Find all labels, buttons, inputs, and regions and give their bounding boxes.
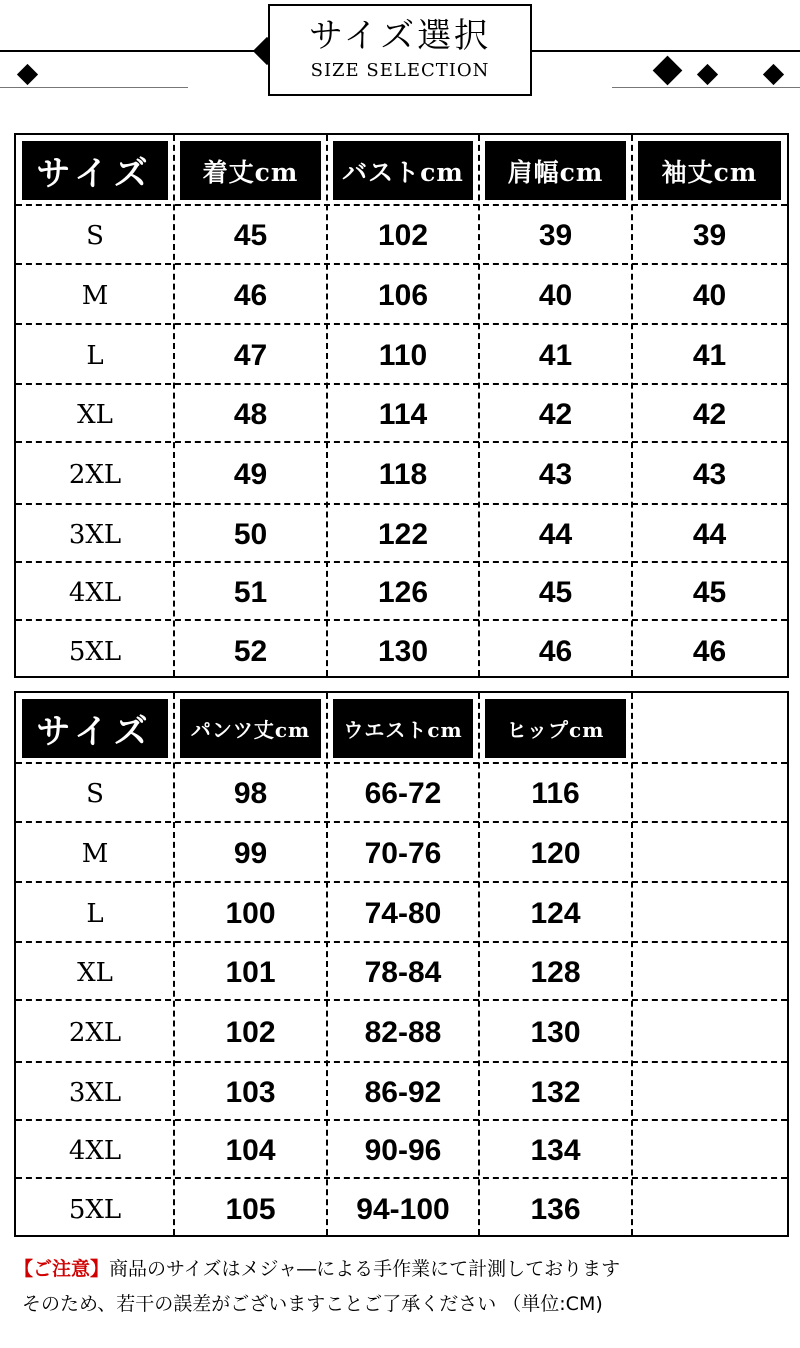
row-divider bbox=[16, 619, 787, 621]
table-row bbox=[16, 504, 787, 562]
table-row bbox=[16, 1178, 787, 1238]
column-divider bbox=[173, 135, 175, 676]
measurement-cell: 130 bbox=[377, 634, 429, 668]
diamond-icon bbox=[653, 56, 683, 86]
size-label: 2XL bbox=[68, 459, 122, 490]
measurement-cell: 49 bbox=[233, 457, 268, 491]
column-divider bbox=[173, 693, 175, 1235]
size-label: S bbox=[86, 221, 104, 252]
size-label: L bbox=[86, 340, 104, 371]
size-label: 5XL bbox=[68, 1194, 122, 1225]
column-header: バストcm bbox=[333, 141, 473, 200]
measurement-cell: 101 bbox=[225, 955, 276, 989]
table-row bbox=[16, 1000, 787, 1062]
row-divider bbox=[16, 204, 787, 206]
measurement-cell: 40 bbox=[692, 278, 727, 312]
measurement-cell: 50 bbox=[233, 517, 268, 551]
measurement-cell: 45 bbox=[692, 575, 727, 609]
column-divider bbox=[478, 135, 480, 676]
notice-label: 【ご注意】 bbox=[14, 1258, 110, 1280]
row-divider bbox=[16, 441, 787, 443]
measurement-cell: 86-92 bbox=[364, 1075, 442, 1109]
row-divider bbox=[16, 1061, 787, 1063]
table-row bbox=[16, 264, 787, 324]
measurement-cell: 74-80 bbox=[364, 896, 442, 930]
measurement-cell: 42 bbox=[538, 397, 573, 431]
measurement-cell: 82-88 bbox=[364, 1015, 442, 1049]
measurement-cell: 99 bbox=[233, 836, 268, 870]
size-label: 2XL bbox=[68, 1017, 122, 1048]
title-box bbox=[268, 4, 532, 96]
column-divider bbox=[631, 135, 633, 676]
size-label: 5XL bbox=[68, 636, 122, 667]
header-rule-right-lower bbox=[612, 87, 800, 88]
notice-text-2: そのため、若干の誤差がございますことご了承ください （単位:CM) bbox=[22, 1293, 603, 1315]
measurement-cell: 44 bbox=[692, 517, 727, 551]
measurement-cell: 39 bbox=[692, 219, 727, 253]
measurement-cell: 41 bbox=[692, 338, 727, 372]
diamond-icon bbox=[763, 64, 784, 85]
measurement-cell: 94-100 bbox=[356, 1192, 450, 1226]
measurement-cell: 98 bbox=[233, 777, 268, 811]
page-title: サイズ選択 bbox=[308, 16, 492, 56]
table-row bbox=[16, 1120, 787, 1178]
row-divider bbox=[16, 263, 787, 265]
measurement-cell: 102 bbox=[377, 219, 429, 253]
measurement-cell: 136 bbox=[530, 1192, 581, 1226]
measurement-cell bbox=[632, 1062, 787, 1122]
table-row bbox=[16, 942, 787, 1000]
measurement-cell: 43 bbox=[538, 457, 573, 491]
page-subtitle: SIZE SELECTION bbox=[310, 60, 490, 81]
diamond-icon bbox=[697, 64, 718, 85]
header-rule-left bbox=[0, 50, 268, 52]
measurement-cell: 105 bbox=[225, 1192, 276, 1226]
measurement-cell: 42 bbox=[692, 397, 727, 431]
measurement-cell: 102 bbox=[225, 1015, 276, 1049]
measurement-cell: 39 bbox=[538, 219, 573, 253]
table-row bbox=[16, 1062, 787, 1120]
size-label: M bbox=[81, 838, 109, 869]
size-label: XL bbox=[77, 957, 113, 988]
size-label: 4XL bbox=[68, 577, 122, 608]
column-header: 袖丈cm bbox=[638, 141, 781, 200]
measurement-cell: 41 bbox=[538, 338, 573, 372]
table-row bbox=[16, 882, 787, 942]
size-label: S bbox=[86, 779, 104, 810]
measurement-cell: 126 bbox=[377, 575, 429, 609]
measurement-cell bbox=[632, 1120, 787, 1180]
measurement-cell: 103 bbox=[225, 1075, 276, 1109]
notice-line-2 bbox=[22, 1289, 603, 1316]
measurement-cell: 130 bbox=[530, 1015, 581, 1049]
size-label: XL bbox=[77, 399, 113, 430]
size-label: 4XL bbox=[68, 1135, 122, 1166]
notice-text-1: 商品のサイズはメジャ―による手作業にて計測しております bbox=[109, 1258, 621, 1280]
row-divider bbox=[16, 999, 787, 1001]
column-header: ウエストcm bbox=[333, 699, 473, 758]
table-row bbox=[16, 384, 787, 442]
table-row bbox=[16, 442, 787, 504]
measurement-cell: 122 bbox=[377, 517, 429, 551]
measurement-cell: 90-96 bbox=[364, 1133, 442, 1167]
measurement-cell: 132 bbox=[530, 1075, 581, 1109]
size-label: L bbox=[86, 898, 104, 929]
measurement-cell: 66-72 bbox=[364, 777, 442, 811]
notice-line-1 bbox=[14, 1254, 620, 1281]
measurement-cell bbox=[632, 1000, 787, 1064]
measurement-cell: 134 bbox=[530, 1133, 581, 1167]
table-row bbox=[16, 205, 787, 264]
measurement-cell: 46 bbox=[692, 634, 727, 668]
measurement-cell: 106 bbox=[377, 278, 429, 312]
column-divider bbox=[631, 693, 633, 1235]
measurement-cell: 46 bbox=[538, 634, 573, 668]
table-row bbox=[16, 620, 787, 680]
measurement-cell: 104 bbox=[225, 1133, 276, 1167]
measurement-cell: 48 bbox=[233, 397, 268, 431]
measurement-cell bbox=[632, 882, 787, 944]
column-divider bbox=[326, 693, 328, 1235]
measurement-cell: 120 bbox=[530, 836, 581, 870]
column-divider bbox=[326, 135, 328, 676]
size-label: 3XL bbox=[68, 1077, 122, 1108]
table-header-row bbox=[16, 135, 787, 205]
row-divider bbox=[16, 762, 787, 764]
row-divider bbox=[16, 1119, 787, 1121]
table-row bbox=[16, 562, 787, 620]
diamond-icon bbox=[17, 64, 38, 85]
column-header: 着丈cm bbox=[180, 141, 321, 200]
measurement-cell: 45 bbox=[233, 219, 268, 253]
header-rule-right bbox=[532, 50, 800, 52]
row-divider bbox=[16, 1177, 787, 1179]
size-label: M bbox=[81, 280, 109, 311]
size-table-bottom bbox=[14, 691, 789, 1237]
measurement-cell: 78-84 bbox=[364, 955, 442, 989]
table-header-row bbox=[16, 693, 787, 763]
row-divider bbox=[16, 561, 787, 563]
measurement-cell bbox=[632, 822, 787, 884]
column-header: ヒップcm bbox=[485, 699, 626, 758]
column-header: 肩幅cm bbox=[485, 141, 626, 200]
row-divider bbox=[16, 503, 787, 505]
measurement-cell: 52 bbox=[233, 634, 268, 668]
row-divider bbox=[16, 941, 787, 943]
row-divider bbox=[16, 881, 787, 883]
measurement-cell bbox=[632, 942, 787, 1002]
measurement-cell: 116 bbox=[531, 777, 580, 811]
measurement-cell: 40 bbox=[538, 278, 573, 312]
measurement-cell: 124 bbox=[530, 896, 581, 930]
measurement-cell: 45 bbox=[538, 575, 573, 609]
measurement-cell: 118 bbox=[378, 457, 428, 491]
row-divider bbox=[16, 323, 787, 325]
column-divider bbox=[478, 693, 480, 1235]
measurement-cell: 51 bbox=[233, 575, 268, 609]
column-header: パンツ丈cm bbox=[180, 699, 321, 758]
measurement-cell: 47 bbox=[233, 338, 268, 372]
measurement-cell: 110 bbox=[378, 338, 428, 372]
table-row bbox=[16, 324, 787, 384]
measurement-cell: 114 bbox=[378, 397, 428, 431]
measurement-cell: 100 bbox=[225, 896, 276, 930]
column-header: サイズ bbox=[22, 699, 168, 758]
size-table-top bbox=[14, 133, 789, 678]
measurement-cell: 70-76 bbox=[364, 836, 442, 870]
header-rule-left-lower bbox=[0, 87, 188, 88]
row-divider bbox=[16, 821, 787, 823]
table-row bbox=[16, 763, 787, 822]
measurement-cell: 44 bbox=[538, 517, 573, 551]
measurement-cell bbox=[632, 1178, 787, 1240]
measurement-cell: 43 bbox=[692, 457, 727, 491]
table-row bbox=[16, 822, 787, 882]
row-divider bbox=[16, 383, 787, 385]
measurement-cell: 128 bbox=[530, 955, 581, 989]
measurement-cell bbox=[632, 763, 787, 824]
column-header: サイズ bbox=[22, 141, 168, 200]
size-label: 3XL bbox=[68, 519, 122, 550]
measurement-cell: 46 bbox=[233, 278, 268, 312]
